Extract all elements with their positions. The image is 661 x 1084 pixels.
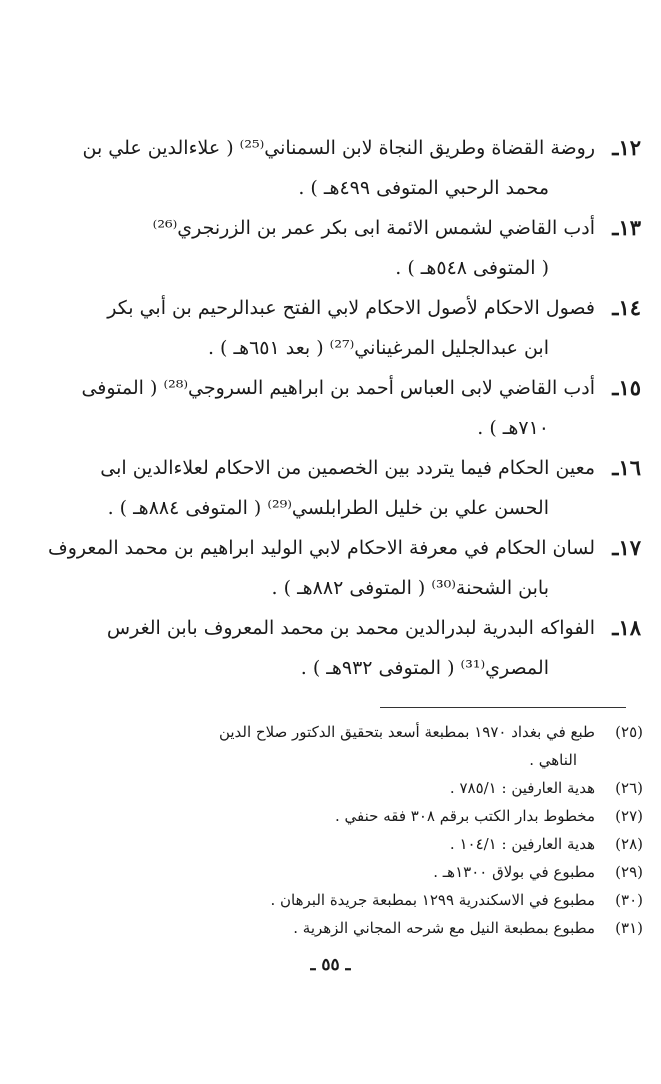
- entry-18: [106, 608, 641, 688]
- footnote-text: مطبوع بمطبعة النيل مع شرحه المجاني الزهرية .: [293, 919, 595, 937]
- entry-number: ١٦ـ: [612, 455, 641, 480]
- footnote-26: [40, 774, 643, 802]
- entry-text-line: فصول الاحكام لأصول الاحكام لابي الفتح عبدالرحيم بن أبي بكر: [107, 297, 595, 319]
- entry-text-line: ٧١٠هـ ) .: [477, 417, 549, 439]
- entry-13: [110, 208, 641, 288]
- entry-text-line: ابن عبدالجليل المرغيناني⁽²⁷⁾ ( بعد ٦٥١هـ ) .: [207, 337, 549, 359]
- footnote-27: [40, 802, 643, 830]
- footnotes-list: [40, 718, 643, 942]
- footnote-number: (٢٧): [615, 807, 643, 825]
- entry-text-line: ( المتوفى ٥٤٨هـ ) .: [395, 257, 549, 279]
- footnote-divider: [380, 707, 626, 708]
- footnote-text: مطبوع في بولاق ١٣٠٠هـ .: [433, 863, 595, 881]
- entry-17: [48, 528, 641, 608]
- entry-text-line: أدب القاضي لشمس الائمة ابى بكر عمر بن الزرنجري⁽²⁶⁾: [152, 217, 595, 239]
- entry-14: [107, 288, 641, 368]
- footnote-text: هدية العارفين : ٧٨٥/١ .: [449, 779, 595, 797]
- footnote-text: هدية العارفين : ١٠٤/١ .: [449, 835, 595, 853]
- entries-list: [48, 128, 641, 688]
- entry-text-line: لسان الحكام في معرفة الاحكام لابي الوليد ابراهيم بن محمد المعروف: [48, 537, 595, 559]
- entry-16: [100, 448, 641, 528]
- footnote-29: [40, 858, 643, 886]
- footnote-31: [40, 914, 643, 942]
- footnote-number: (٢٩): [615, 863, 643, 881]
- footnote-28: [40, 830, 643, 858]
- footnote-number: (٢٦): [615, 779, 643, 797]
- entry-number: ١٨ـ: [612, 615, 641, 640]
- entry-15: [81, 368, 641, 448]
- footnote-text: مطبوع في الاسكندرية ١٢٩٩ بمطبعة جريدة البرهان .: [270, 891, 595, 909]
- entry-text-line: محمد الرحبي المتوفى ٤٩٩هـ ) .: [298, 177, 549, 199]
- entry-text-line: الفواكه البدرية لبدرالدين محمد بن محمد المعروف بابن الغرس: [106, 617, 595, 639]
- entry-text-line: الحسن علي بن خليل الطرابلسي⁽²⁹⁾ ( المتوفى ٨٨٤هـ ) .: [107, 497, 549, 519]
- entry-number: ١٧ـ: [612, 535, 641, 560]
- entry-text-line: معين الحكام فيما يتردد بين الخصمين من الاحكام لعلاءالدين ابى: [100, 457, 595, 479]
- footnote-text: مخطوط بدار الكتب برقم ٣٠٨ فقه حنفي .: [335, 807, 595, 825]
- entry-text-line: المصري⁽³¹⁾ ( المتوفى ٩٣٢هـ ) .: [300, 657, 549, 679]
- entry-text-line: بابن الشحنة⁽³⁰⁾ ( المتوفى ٨٨٢هـ ) .: [271, 577, 549, 599]
- footnote-number: (٢٥): [615, 723, 643, 741]
- footnote-number: (٣١): [615, 919, 643, 937]
- entry-number: ١٣ـ: [612, 215, 641, 240]
- entry-number: ١٤ـ: [612, 295, 641, 320]
- footnote-text: الناهي .: [529, 751, 577, 769]
- entry-text-line: أدب القاضي لابى العباس أحمد بن ابراهيم السروجي⁽²⁸⁾ ( المتوفى: [81, 377, 595, 399]
- footnote-number: (٢٨): [615, 835, 643, 853]
- footnote-25-continuation: [40, 746, 643, 774]
- entry-number: ١٢ـ: [612, 135, 641, 160]
- entry-text-line: روضة القضاة وطريق النجاة لابن السمناني⁽²⁵⁾ ( علاءالدين علي بن: [82, 137, 595, 159]
- footnote-number: (٣٠): [615, 891, 643, 909]
- entry-number: ١٥ـ: [612, 375, 641, 400]
- footnote-25: [40, 718, 643, 746]
- footnote-text: طبع في بغداد ١٩٧٠ بمطبعة أسعد بتحقيق الدكتور صلاح الدين: [218, 723, 595, 741]
- page-number: ـ ٥٥ ـ: [310, 955, 351, 975]
- entry-12: [82, 128, 641, 208]
- footnote-30: [40, 886, 643, 914]
